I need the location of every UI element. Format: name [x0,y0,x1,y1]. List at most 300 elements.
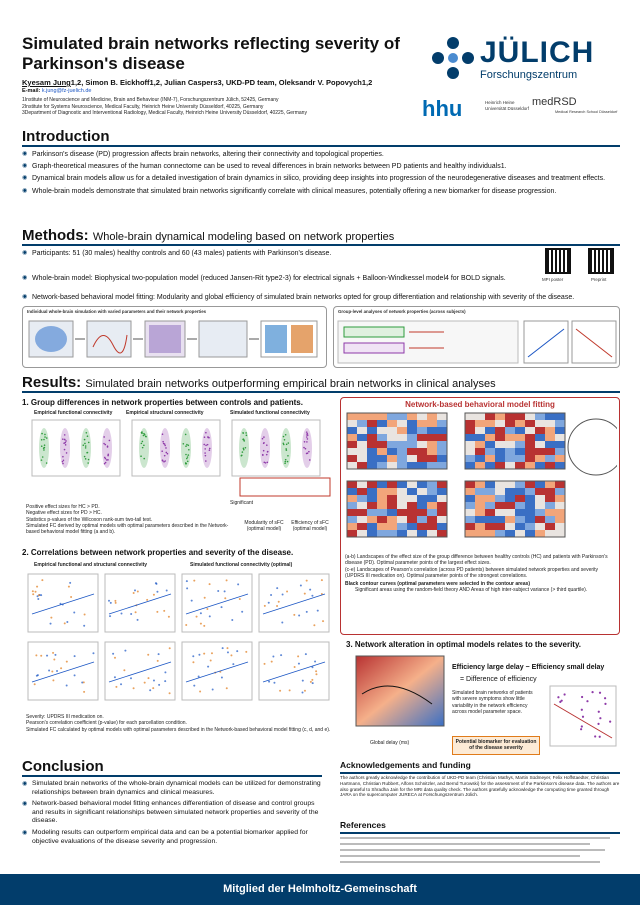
data-point [162,441,164,443]
results-s1-title: 1. Group differences in network properties between controls and patients. [22,398,303,407]
email-link[interactable]: k.jung@fz-juelich.de [41,88,92,94]
heatmap-cell [357,502,367,509]
references-divider [340,832,620,834]
heatmap-cell [505,502,515,509]
heatmap-cell [347,413,357,420]
heatmap-cell [485,502,495,509]
heatmap-cell [377,488,387,495]
scatter-point [294,666,296,668]
heatmap-cell [495,509,505,516]
qr-label-preprint: Preprint [591,277,607,282]
s1-note-1: Positive effect sizes for HC > PD. [26,504,100,510]
data-point [88,442,90,444]
data-point [186,458,188,460]
heatmap-cell [555,488,565,495]
data-point [104,463,106,465]
intro-divider [22,145,620,147]
data-point [64,439,66,441]
heatmap-cell [367,455,377,462]
methods-heading-sub: Whole-brain dynamical modeling based on network properties [92,231,395,243]
scatter-point [66,621,68,623]
scatter-point [270,594,272,596]
heatmap-cell [437,462,447,469]
heatmap-cell [377,530,387,537]
heatmap-cell [407,448,417,455]
data-point [285,434,287,436]
ack-divider [340,772,620,774]
scatter-point [591,691,593,693]
heatmap-cell [475,530,485,537]
affiliation-2: 2Institute for Systems Neuroscience, Medical Faculty, Heinrich Heine University Düsseldorf, 40225, Germany [22,103,264,110]
data-point [306,436,308,438]
heatmap-cell [427,448,437,455]
data-point [308,451,310,453]
heatmap-cell [377,523,387,530]
data-point [204,448,206,450]
scatter-frame [259,642,329,700]
scatter-point [166,590,168,592]
scatter-point [169,647,171,649]
data-point [164,460,166,462]
heatmap-cell [555,523,565,530]
scatter-point [193,580,195,582]
heatmap-cell [535,413,545,420]
scatter-point [305,653,307,655]
s1-note-4: Simulated FC derived by optimal models with optimal parameters described in the Network-based behavioral model fitting (a and b). [26,522,229,536]
data-point [103,443,105,445]
conclusion-bullet-2: ◉ Network-based behavioral model fitting enhances differentiation of disease and control groups and results in significant relationships between simulated network properties and severity of the disease. [22,800,322,826]
data-point [284,462,286,464]
heatmap-cell [505,462,515,469]
data-point [64,449,66,451]
heatmap-cell [377,502,387,509]
conclusion-bullets [22,780,322,849]
heatmap-cell [417,495,427,502]
scatter-point [34,683,36,685]
heatmap-cell [437,495,447,502]
scatter-point [581,725,583,727]
heatmap-cell [545,455,555,462]
scatter-point [130,613,132,615]
scatter-point [289,689,291,691]
scatter-point [169,692,171,694]
heatmap-cell [357,462,367,469]
scatter-point [245,651,247,653]
data-point [285,459,287,461]
heatmap-cell [505,413,515,420]
data-point [265,462,267,464]
data-point [187,456,189,458]
scatter-point [68,586,70,588]
data-point [183,443,185,445]
scatter-point [137,591,139,593]
data-point [243,448,245,450]
heatmap-cell [347,481,357,488]
data-point [284,439,286,441]
heatmap-cell [545,509,555,516]
heatmap-cell [397,427,407,434]
heatmap-cell [397,516,407,523]
heatmap-cell [437,481,447,488]
scatter-point [230,654,232,656]
heatmap-cell [357,516,367,523]
data-point [267,462,269,464]
heatmap-cell [485,462,495,469]
methods-panel-individual [22,306,327,368]
methods-bullets [22,249,522,286]
heatmap-cell [515,448,525,455]
data-point [141,443,143,445]
heatmap-cell [485,441,495,448]
scatter-point [130,677,132,679]
heatmap-cell [555,413,565,420]
heatmap-cell [485,488,495,495]
heatmap-cell [347,523,357,530]
scatter-point [36,675,38,677]
email-line [22,88,91,94]
scatter-point [302,680,304,682]
scatter-point [66,661,68,663]
data-point [41,433,43,435]
heatmap-cell [347,448,357,455]
heatmap-cell [367,495,377,502]
scatter-point [557,696,559,698]
data-point [162,460,164,462]
heatmap-cell [407,462,417,469]
heatmap-cell [347,420,357,427]
heatmap-cell [357,420,367,427]
heatmap-cell [485,530,495,537]
results-s3-title: 3. Network alteration in optimal models relates to the severity. [346,640,582,649]
scatter-point [236,650,238,652]
medrsd-logo-subtitle: Medical Research School Düsseldorf [555,110,618,114]
data-point [187,454,189,456]
heatmap-cell [397,434,407,441]
scatter-point [164,680,166,682]
data-point [46,437,48,439]
heatmap-cell [525,495,535,502]
data-point [66,452,68,454]
heatmap-cell [465,434,475,441]
heatmap-cell [417,448,427,455]
heatmap-cell [545,495,555,502]
heatmap-cell [387,509,397,516]
heatmap-cell [357,441,367,448]
data-point [44,434,46,436]
results-heading-sub: Simulated brain networks outperforming empirical brain networks in clinical analyses [85,378,496,390]
scatter-point [133,687,135,689]
heatmap-cell [417,441,427,448]
scatter-point [237,583,239,585]
data-point [304,441,306,443]
heatmap-cell [407,530,417,537]
heatmap-cell [427,530,437,537]
heatmap-cell [367,502,377,509]
intro-heading: Introduction [22,128,110,145]
data-point [85,447,87,449]
conclusion-heading: Conclusion [22,758,104,775]
scatter-point [192,655,194,657]
scatter-point [147,654,149,656]
intro-bullet-4: ◉ Whole-brain models demonstrate that simulated brain networks significantly correlate with clinical measures, potentially offering a new biomarker for disease progression. [22,187,620,196]
scatter-point [196,616,198,618]
scatter-point [211,652,213,654]
heatmap-cell [535,434,545,441]
scatter-point [314,660,316,662]
s1-note-3: Statistics p-values of the Wilcoxon rank-sum two-tail test. [26,516,153,523]
scatter-point [40,594,42,596]
scatter-point [280,654,282,656]
heatmap-cell [387,495,397,502]
heatmap-cell [465,441,475,448]
results-heading [22,374,496,391]
data-point [107,454,109,456]
heatmap-cell [555,441,565,448]
affiliation-3: 3Department of Diagnostic and Interventional Radiology, Medical Faculty, Heinrich Heine University Düsseldorf, 40225, Germany [22,110,307,116]
scatter-point [64,622,66,624]
data-point [164,443,166,445]
heatmap-cell [407,413,417,420]
emp-func-label: Empirical functional connectivity [34,410,113,416]
heatmap-cell [505,488,515,495]
scatter-point [157,660,159,662]
data-point [287,455,289,457]
heatmap-cell [525,455,535,462]
s3-equation-2: = Difference of efficiency [460,676,537,683]
scatter-point [60,667,62,669]
heatmap-cell [525,509,535,516]
scatter-point [586,700,588,702]
heatmap-cell [545,481,555,488]
scatter-point [309,589,311,591]
heatmap-cell [387,434,397,441]
heatmap-cell [407,420,417,427]
methods-heading-main: Methods: [22,227,89,244]
scatter-point [185,624,187,626]
data-point [205,432,207,434]
heatmap-cell [377,481,387,488]
heatmap-cell [515,427,525,434]
heatmap-cell [387,420,397,427]
heatmap-cell [555,434,565,441]
heatmap-cell [505,495,515,502]
email-label: E-mail: [22,88,41,94]
scatter-point [52,679,54,681]
data-point [185,463,187,465]
heatmap-cell [475,427,485,434]
data-point [267,451,269,453]
heatmap-cell [555,462,565,469]
heatmap-cell [545,462,555,469]
scatter-point [69,582,71,584]
heatmap-cell [397,530,407,537]
qr-code-preprint[interactable] [588,248,614,274]
heatmap-cell [407,516,417,523]
scatter-point [108,600,110,602]
heatmap-cell [535,495,545,502]
author-list [22,78,372,87]
scatter-point [203,625,205,627]
scatter-point [322,620,324,622]
heatmap-cell [387,523,397,530]
heatmap-cell [347,455,357,462]
heatmap-cell [465,509,475,516]
conclusion-divider [22,775,322,777]
heatmap-cell [347,509,357,516]
heatmap-cell [417,434,427,441]
data-point [44,436,46,438]
fitting-bullet [22,293,622,302]
data-point [87,435,89,437]
scatter-point [594,735,596,737]
hhu-logo: hhu [422,96,463,121]
heatmap-cell [505,441,515,448]
scatter-point [133,592,135,594]
data-point [143,444,145,446]
heatmap-cell [525,413,535,420]
scatter-point [278,601,280,603]
violin [60,428,70,468]
heatmap-cell [475,516,485,523]
scatter-point [193,685,195,687]
violin [281,428,291,468]
heatmap-cell [555,509,565,516]
scatter-point [239,598,241,600]
heatmap-cell [475,488,485,495]
heatmap-cell [525,434,535,441]
data-point [84,439,86,441]
data-point [243,432,245,434]
heatmap-cell [377,434,387,441]
heatmap-cell [545,516,555,523]
heatmap-cell [535,509,545,516]
data-point [164,455,166,457]
scatter-point [300,584,302,586]
heatmap-cell [555,516,565,523]
data-point [204,452,206,454]
data-point [63,442,65,444]
heatmap-cell [347,502,357,509]
scatter-point [41,579,43,581]
heatmap-cell [465,481,475,488]
data-point [64,434,66,436]
heatmap-cell [377,516,387,523]
scatter-frame [105,642,175,700]
violin [102,428,112,468]
heatmap-cell [485,434,495,441]
heatmap-cell [495,530,505,537]
data-point [162,433,164,435]
participants-bullet [22,249,522,258]
scatter-point [156,611,158,613]
scatter-point [304,690,306,692]
heatmap-cell [535,455,545,462]
data-point [87,462,89,464]
qr-code-poster[interactable] [545,248,571,274]
heatmap-cell [545,441,555,448]
scatter-point [52,652,54,654]
scatter-point [226,687,228,689]
heatmap-cell [387,481,397,488]
data-point [167,453,169,455]
heatmap-cell [427,420,437,427]
eff-sfc-label: Efficiency of sFC (optimal model) [291,520,329,533]
heatmap-cell [377,495,387,502]
scatter-point [306,580,308,582]
data-point [209,448,211,450]
scatter-point [35,591,37,593]
data-point [263,442,265,444]
data-point [245,432,247,434]
heatmap-cell [437,413,447,420]
scatter-point [74,655,76,657]
conclusion-bullet-3: ◉ Modeling results can outperform empirical data and can be a potential biomarker applied for objective evaluations of the disease severity and progression. [22,829,322,846]
scatter-point [32,590,34,592]
scatter-point [135,611,137,613]
heatmap-cell [505,509,515,516]
ack-heading: Acknowledgements and funding [340,760,471,770]
scatter-point [53,659,55,661]
heatmap-cell [535,523,545,530]
heatmap-cell [347,434,357,441]
scatter-point [311,595,313,597]
scatter-frame [28,574,98,632]
scatter-point [271,661,273,663]
scatter-point [70,596,72,598]
scatter-point [152,687,154,689]
heatmap-cell [397,420,407,427]
heatmap-cell [367,462,377,469]
scatter-point [276,605,278,607]
heatmap-cell [545,488,555,495]
heatmap-cell [357,413,367,420]
data-point [309,459,311,461]
scatter-point [84,614,86,616]
heatmap-cell [465,462,475,469]
data-point [307,438,309,440]
heatmap-cell [545,434,555,441]
scatter-point [40,655,42,657]
scatter-point [282,593,284,595]
s3-biomarker-box: Potential biomarker for evaluation of the disease severity [452,736,540,755]
scatter-point [315,673,317,675]
affiliations [22,97,422,117]
scatter-point [191,600,193,602]
scatter-point [56,670,58,672]
heatmap-cell [357,448,367,455]
heatmap-cell [417,420,427,427]
heatmap-cell [377,462,387,469]
results-divider [22,391,620,393]
heatmap-cell [437,502,447,509]
scatter-point [580,728,582,730]
heatmap-cell [417,413,427,420]
other-authors: 1,2, Simon B. Eickhoff1,2, Julian Caspers3, UKD-PD team, Oleksandr V. Popovych1,2 [70,78,373,87]
heatmap-cell [357,481,367,488]
data-point [88,459,90,461]
scatter-point [199,690,201,692]
first-author: Kyesam Jung [22,78,71,87]
nbmf-panel [340,397,620,635]
scatter-point [221,606,223,608]
scatter-point [310,681,312,683]
scatter-point [51,670,53,672]
heatmap-cell [377,427,387,434]
scatter-point [155,583,157,585]
heatmap-cell [427,502,437,509]
scatter-point [272,656,274,658]
data-point [306,441,308,443]
